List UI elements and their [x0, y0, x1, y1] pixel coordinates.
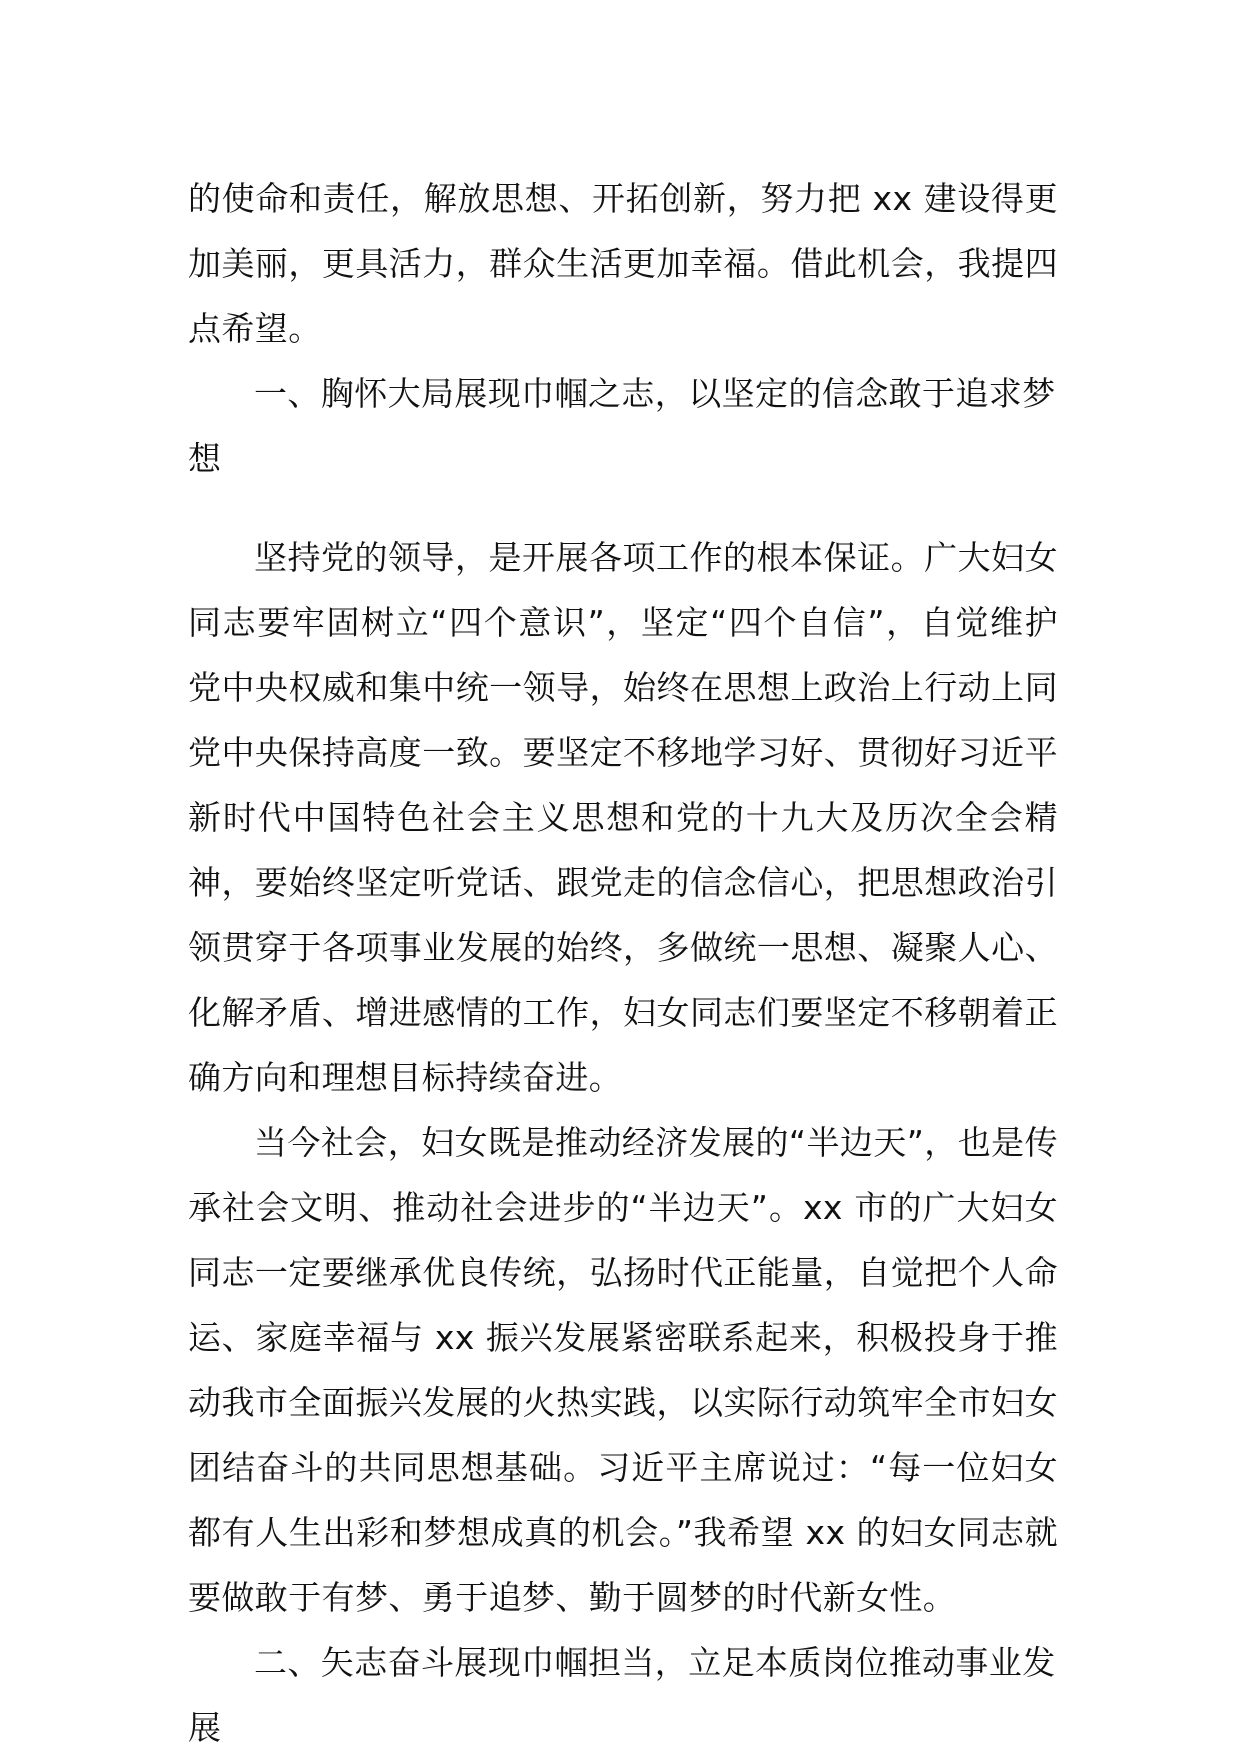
section-heading-one: 一、胸怀大局展现巾帼之志，以坚定的信念敢于追求梦想 — [188, 374, 1056, 478]
paragraph-continuation: 的使命和责任，解放思想、开拓创新，努力把 xx 建设得更加美丽，更具活力，群众生活更加幸福。借此机会，我提四点希望。 — [188, 179, 1058, 348]
section-heading-two: 二、矢志奋斗展现巾帼担当，立足本质岗位推动事业发展 — [188, 1643, 1056, 1747]
paragraph-party-leadership: 坚持党的领导，是开展各项工作的根本保证。广大妇女同志要牢固树立“四个意识”，坚定“四个自信”，自觉维护党中央权威和集中统一领导，始终在思想上政治上行动上同党中央保持高度一致。要坚定不移地学习好、贯彻好习近平新时代中国特色社会主义思想和党的十九大及历次全会精神，要始终坚定听党话、跟党走的信念信心，把思想政治引领贯穿于各项事业发展的始终，多做统一思想、凝聚人心、化解矛盾、增进感情的工作，妇女同志们要坚定不移朝着正确方向和理想目标持续奋进。 — [188, 538, 1058, 1097]
paragraph-half-the-sky: 当今社会，妇女既是推动经济发展的“半边天”，也是传承社会文明、推动社会进步的“半边天”。xx 市的广大妇女同志一定要继承优良传统，弘扬时代正能量，自觉把个人命运、家庭幸福与 xx 振兴发展紧密联系起来，积极投身于推动我市全面振兴发展的火热实践，以实际行动筑牢全市妇女团结奋斗的共同思想基础。习近平主席说过：“每一位妇女都有人生出彩和梦想成真的机会。”我希望 xx 的妇女同志就要做敢于有梦、勇于追梦、勤于圆梦的时代新女性。 — [188, 1123, 1058, 1617]
document-body — [188, 166, 1058, 1760]
